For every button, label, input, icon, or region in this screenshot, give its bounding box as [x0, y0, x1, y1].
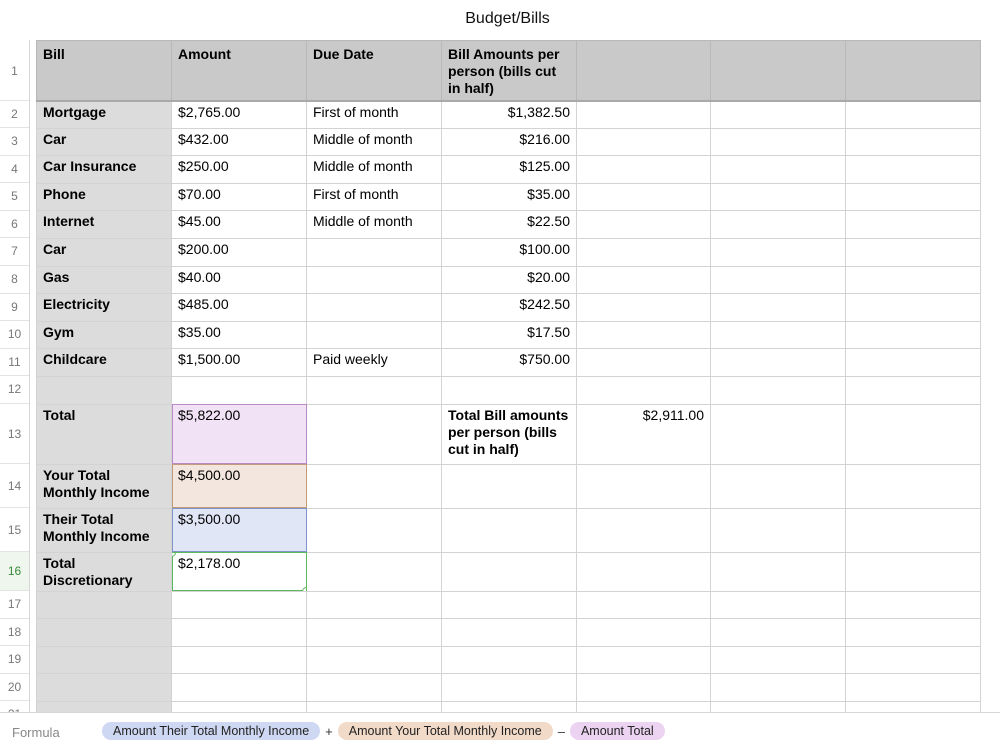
table-row — [37, 591, 981, 619]
discretionary-row — [37, 552, 981, 591]
due-date-cell[interactable]: Middle of month — [307, 156, 442, 184]
empty-cell[interactable] — [711, 404, 846, 464]
empty-cell[interactable] — [711, 321, 846, 349]
formula-operator: – — [557, 723, 565, 739]
empty-cell[interactable] — [711, 508, 846, 552]
total-label-cell[interactable]: Total — [37, 404, 172, 464]
empty-cell[interactable] — [442, 508, 577, 552]
empty-cell[interactable] — [577, 211, 711, 239]
empty-cell[interactable] — [577, 294, 711, 322]
empty-cell[interactable] — [442, 619, 577, 647]
due-date-cell[interactable]: First of month — [307, 101, 442, 129]
bill-name-cell[interactable]: Childcare — [37, 349, 172, 377]
header-cell-empty[interactable] — [711, 41, 846, 101]
table-row — [37, 646, 981, 674]
per-person-cell[interactable]: $242.50 — [442, 294, 577, 322]
formula-operator: + — [325, 723, 333, 739]
empty-cell[interactable] — [846, 238, 981, 266]
row-number[interactable]: 2 — [0, 101, 29, 129]
amount-cell[interactable]: $40.00 — [172, 266, 307, 294]
selection-handle[interactable] — [172, 552, 177, 557]
row-number[interactable]: 9 — [0, 294, 29, 322]
empty-cell[interactable] — [711, 211, 846, 239]
empty-cell[interactable] — [711, 591, 846, 619]
amount-cell[interactable]: $35.00 — [172, 321, 307, 349]
empty-cell[interactable] — [846, 349, 981, 377]
empty-cell[interactable] — [307, 464, 442, 508]
due-date-cell[interactable] — [307, 294, 442, 322]
selection-handle[interactable] — [302, 587, 307, 592]
empty-cell[interactable] — [577, 128, 711, 156]
due-date-cell[interactable]: Middle of month — [307, 211, 442, 239]
per-person-cell[interactable]: $22.50 — [442, 211, 577, 239]
empty-cell[interactable] — [846, 294, 981, 322]
empty-cell[interactable] — [711, 552, 846, 591]
table-row — [37, 674, 981, 702]
bill-name-cell[interactable]: Internet — [37, 211, 172, 239]
empty-cell[interactable] — [577, 183, 711, 211]
empty-cell[interactable] — [846, 266, 981, 294]
empty-cell[interactable] — [577, 101, 711, 129]
row-number[interactable]: 10 — [0, 321, 29, 349]
row-number[interactable]: 12 — [0, 376, 29, 404]
empty-cell[interactable] — [307, 376, 442, 404]
empty-cell[interactable] — [711, 376, 846, 404]
row-number[interactable]: 17 — [0, 591, 29, 619]
empty-cell[interactable] — [172, 646, 307, 674]
empty-cell[interactable] — [711, 183, 846, 211]
table-row — [37, 211, 981, 239]
amount-cell[interactable]: $200.00 — [172, 238, 307, 266]
empty-cell[interactable] — [711, 101, 846, 129]
empty-cell[interactable] — [172, 591, 307, 619]
formula-label: Formula — [12, 725, 60, 740]
amount-cell[interactable]: $1,500.00 — [172, 349, 307, 377]
empty-cell[interactable] — [711, 619, 846, 647]
row-number[interactable]: 16 — [0, 552, 29, 591]
due-date-cell[interactable] — [307, 321, 442, 349]
amount-cell[interactable]: $2,765.00 — [172, 101, 307, 129]
empty-cell[interactable] — [307, 591, 442, 619]
table-row — [37, 238, 981, 266]
row-number[interactable]: 18 — [0, 619, 29, 647]
row-number[interactable]: 1 — [0, 41, 29, 101]
empty-cell[interactable] — [711, 128, 846, 156]
header-row — [37, 41, 981, 101]
discretionary-label-cell[interactable]: Total Discretionary — [37, 552, 172, 591]
empty-cell[interactable] — [442, 674, 577, 702]
row-number[interactable]: 19 — [0, 646, 29, 674]
empty-cell[interactable] — [577, 156, 711, 184]
due-date-cell[interactable] — [307, 238, 442, 266]
row-number[interactable]: 7 — [0, 238, 29, 266]
row-number[interactable]: 6 — [0, 211, 29, 239]
empty-cell[interactable] — [577, 674, 711, 702]
row-number-column — [0, 40, 30, 712]
due-date-cell[interactable]: Paid weekly — [307, 349, 442, 377]
empty-cell[interactable] — [172, 376, 307, 404]
formula-tokens[interactable] — [102, 722, 665, 740]
header-cell-amount[interactable]: Amount — [172, 41, 307, 101]
amount-cell[interactable]: $45.00 — [172, 211, 307, 239]
table-row — [37, 101, 981, 129]
row-number[interactable]: 8 — [0, 266, 29, 294]
empty-cell[interactable] — [846, 646, 981, 674]
amount-cell[interactable]: $432.00 — [172, 128, 307, 156]
bill-name-cell[interactable] — [37, 646, 172, 674]
empty-cell[interactable] — [307, 404, 442, 464]
empty-cell[interactable] — [577, 591, 711, 619]
bill-name-cell[interactable]: Car — [37, 128, 172, 156]
empty-cell[interactable] — [307, 646, 442, 674]
header-cell-bill[interactable]: Bill — [37, 41, 172, 101]
table-row — [37, 321, 981, 349]
formula-bar[interactable] — [0, 712, 1000, 751]
empty-cell[interactable] — [442, 376, 577, 404]
empty-cell[interactable] — [846, 183, 981, 211]
empty-cell[interactable] — [711, 464, 846, 508]
spreadsheet-grid — [36, 40, 981, 730]
formula-reference-token[interactable]: Amount Your Total Monthly Income — [338, 722, 553, 740]
your-income-row — [37, 464, 981, 508]
empty-cell[interactable] — [711, 238, 846, 266]
empty-cell[interactable] — [846, 128, 981, 156]
per-person-cell[interactable]: $100.00 — [442, 238, 577, 266]
due-date-cell[interactable]: Middle of month — [307, 128, 442, 156]
table-row — [37, 156, 981, 184]
empty-cell[interactable] — [442, 646, 577, 674]
empty-cell[interactable] — [442, 552, 577, 591]
table-row — [37, 349, 981, 377]
their-income-label-cell[interactable]: Their Total Monthly Income — [37, 508, 172, 552]
due-date-cell[interactable] — [307, 266, 442, 294]
amount-cell[interactable]: $485.00 — [172, 294, 307, 322]
per-person-cell[interactable]: $20.00 — [442, 266, 577, 294]
formula-reference-token[interactable]: Amount Their Total Monthly Income — [102, 722, 320, 740]
row-number[interactable]: 20 — [0, 674, 29, 702]
empty-cell[interactable] — [846, 211, 981, 239]
formula-reference-token[interactable]: Amount Total — [570, 722, 665, 740]
your-income-value-cell[interactable]: $4,500.00 — [172, 464, 307, 508]
total-row — [37, 404, 981, 464]
empty-cell[interactable] — [846, 508, 981, 552]
total-per-person-value-cell[interactable]: $2,911.00 — [577, 404, 711, 464]
table-row — [37, 183, 981, 211]
their-income-row — [37, 508, 981, 552]
empty-cell[interactable] — [442, 591, 577, 619]
bill-name-cell[interactable]: Gym — [37, 321, 172, 349]
empty-cell[interactable] — [846, 552, 981, 591]
table-row — [37, 266, 981, 294]
row-number[interactable]: 4 — [0, 156, 29, 184]
table-row — [37, 376, 981, 404]
row-number[interactable]: 15 — [0, 508, 29, 552]
bill-name-cell[interactable]: Mortgage — [37, 101, 172, 129]
per-person-cell[interactable]: $750.00 — [442, 349, 577, 377]
empty-cell[interactable] — [577, 321, 711, 349]
empty-cell[interactable] — [846, 619, 981, 647]
empty-cell[interactable] — [172, 674, 307, 702]
empty-cell[interactable] — [172, 619, 307, 647]
empty-cell[interactable] — [711, 349, 846, 377]
empty-cell[interactable] — [577, 619, 711, 647]
bill-name-cell[interactable] — [37, 376, 172, 404]
empty-cell[interactable] — [846, 376, 981, 404]
per-person-cell[interactable]: $125.00 — [442, 156, 577, 184]
their-income-value-cell[interactable]: $3,500.00 — [172, 508, 307, 552]
header-cell-due-date[interactable]: Due Date — [307, 41, 442, 101]
empty-cell[interactable] — [846, 321, 981, 349]
sheet-title[interactable]: Budget/Bills — [465, 10, 550, 27]
row-number[interactable]: 3 — [0, 128, 29, 156]
bill-name-cell[interactable]: Car Insurance — [37, 156, 172, 184]
table-row — [37, 294, 981, 322]
empty-cell[interactable] — [307, 508, 442, 552]
amount-cell[interactable]: $250.00 — [172, 156, 307, 184]
empty-cell[interactable] — [711, 156, 846, 184]
empty-cell[interactable] — [577, 464, 711, 508]
header-cell-empty[interactable] — [846, 41, 981, 101]
total-per-person-label-cell[interactable]: Total Bill amounts per person (bills cut in half) — [442, 404, 577, 464]
empty-cell[interactable] — [846, 101, 981, 129]
amount-cell[interactable]: $70.00 — [172, 183, 307, 211]
due-date-cell[interactable]: First of month — [307, 183, 442, 211]
header-cell-empty[interactable] — [577, 41, 711, 101]
empty-cell[interactable] — [307, 674, 442, 702]
bill-name-cell[interactable] — [37, 591, 172, 619]
empty-cell[interactable] — [577, 266, 711, 294]
empty-cell[interactable] — [577, 508, 711, 552]
empty-cell[interactable] — [846, 674, 981, 702]
empty-cell[interactable] — [577, 349, 711, 377]
total-value-cell[interactable]: $5,822.00 — [172, 404, 307, 464]
row-number[interactable]: 14 — [0, 464, 29, 508]
table-row — [37, 128, 981, 156]
empty-cell[interactable] — [442, 464, 577, 508]
empty-cell[interactable] — [711, 266, 846, 294]
row-number[interactable]: 5 — [0, 183, 29, 211]
discretionary-value-cell[interactable]: $2,178.00 — [172, 552, 307, 591]
empty-cell[interactable] — [577, 646, 711, 674]
empty-cell[interactable] — [577, 552, 711, 591]
header-cell-per-person[interactable]: Bill Amounts per person (bills cut in half) — [442, 41, 577, 101]
bill-name-cell[interactable] — [37, 674, 172, 702]
empty-cell[interactable] — [307, 619, 442, 647]
empty-cell[interactable] — [846, 464, 981, 508]
empty-cell[interactable] — [577, 376, 711, 404]
empty-cell[interactable] — [846, 404, 981, 464]
budget-table — [36, 40, 981, 730]
empty-cell[interactable] — [577, 238, 711, 266]
empty-cell[interactable] — [711, 294, 846, 322]
bill-name-cell[interactable]: Electricity — [37, 294, 172, 322]
per-person-cell[interactable]: $1,382.50 — [442, 101, 577, 129]
per-person-cell[interactable]: $35.00 — [442, 183, 577, 211]
per-person-cell[interactable]: $17.50 — [442, 321, 577, 349]
bill-name-cell[interactable] — [37, 619, 172, 647]
empty-cell[interactable] — [711, 674, 846, 702]
bill-name-cell[interactable]: Car — [37, 238, 172, 266]
empty-cell[interactable] — [846, 156, 981, 184]
empty-cell[interactable] — [307, 552, 442, 591]
table-row — [37, 619, 981, 647]
bill-name-cell[interactable]: Gas — [37, 266, 172, 294]
empty-cell[interactable] — [846, 591, 981, 619]
row-number[interactable]: 13 — [0, 404, 29, 464]
bill-name-cell[interactable]: Phone — [37, 183, 172, 211]
your-income-label-cell[interactable]: Your Total Monthly Income — [37, 464, 172, 508]
empty-cell[interactable] — [711, 646, 846, 674]
row-number[interactable]: 11 — [0, 349, 29, 377]
per-person-cell[interactable]: $216.00 — [442, 128, 577, 156]
